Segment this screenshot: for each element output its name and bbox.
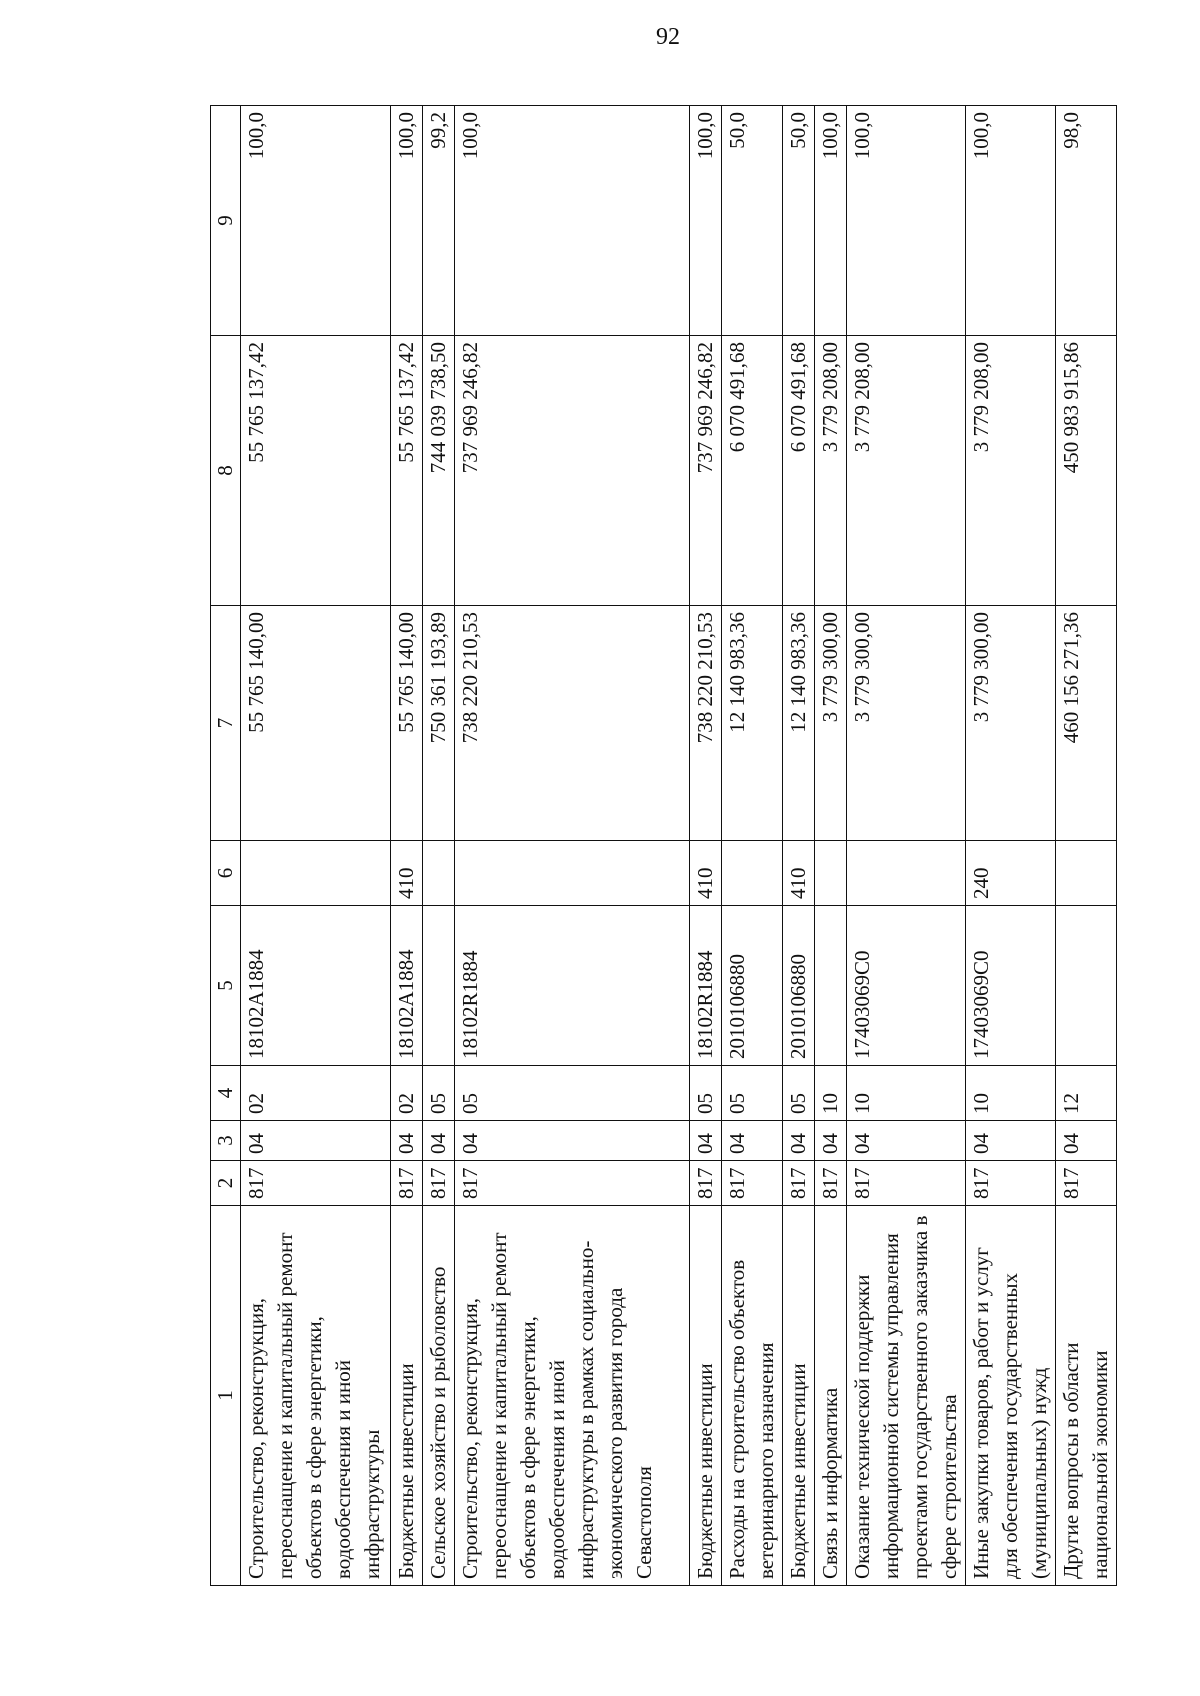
column-header-6: 6 <box>211 841 241 906</box>
cell-col-4: 05 <box>783 1066 815 1121</box>
cell-col-2: 817 <box>391 1161 423 1206</box>
cell-col-2: 817 <box>1056 1161 1117 1206</box>
cell-col-7: 750 361 193,89 <box>423 606 455 841</box>
cell-col-1: Оказание технической поддержки информационной системы управления проектами государственного заказчика в сфере строительства <box>847 1206 966 1586</box>
cell-col-1: Связь и информатика <box>815 1206 847 1586</box>
cell-col-5: 2010106880 <box>783 906 815 1066</box>
table-row <box>455 106 690 1586</box>
cell-col-7: 3 779 300,00 <box>966 606 1056 841</box>
cell-col-7: 55 765 140,00 <box>391 606 423 841</box>
cell-col-6: 240 <box>966 841 1056 906</box>
cell-col-3: 04 <box>847 1121 966 1161</box>
header-row <box>211 106 241 1586</box>
cell-col-5 <box>1056 906 1117 1066</box>
cell-col-3: 04 <box>690 1121 722 1161</box>
cell-col-1: Строительство, реконструкция, переоснащение и капитальный ремонт объектов в сфере энергетики, водообеспечения и иной инфраструктуры <box>241 1206 391 1586</box>
cell-col-5 <box>815 906 847 1066</box>
cell-col-6 <box>847 841 966 906</box>
cell-col-9: 98,0 <box>1056 106 1117 336</box>
cell-col-6 <box>455 841 690 906</box>
cell-col-2: 817 <box>241 1161 391 1206</box>
cell-col-3: 04 <box>966 1121 1056 1161</box>
cell-col-5 <box>423 906 455 1066</box>
cell-col-4: 05 <box>722 1066 783 1121</box>
cell-col-3: 04 <box>815 1121 847 1161</box>
table-row <box>690 106 722 1586</box>
cell-col-9: 100,0 <box>815 106 847 336</box>
cell-col-7: 55 765 140,00 <box>241 606 391 841</box>
cell-col-2: 817 <box>966 1161 1056 1206</box>
cell-col-9: 50,0 <box>783 106 815 336</box>
cell-col-4: 02 <box>241 1066 391 1121</box>
cell-col-1: Строительство, реконструкция, переоснащение и капитальный ремонт объектов в сфере энергетики, водообеспечения и иной инфраструктуры в рамках социально-экономического развития города Севастополя <box>455 1206 690 1586</box>
cell-col-8: 737 969 246,82 <box>690 336 722 606</box>
cell-col-6 <box>241 841 391 906</box>
cell-col-8: 744 039 738,50 <box>423 336 455 606</box>
cell-col-6 <box>815 841 847 906</box>
cell-col-2: 817 <box>815 1161 847 1206</box>
table-row <box>783 106 815 1586</box>
cell-col-6 <box>722 841 783 906</box>
cell-col-8: 737 969 246,82 <box>455 336 690 606</box>
cell-col-1: Бюджетные инвестиции <box>690 1206 722 1586</box>
cell-col-3: 04 <box>783 1121 815 1161</box>
cell-col-9: 100,0 <box>391 106 423 336</box>
cell-col-6: 410 <box>391 841 423 906</box>
cell-col-3: 04 <box>1056 1121 1117 1161</box>
cell-col-1: Бюджетные инвестиции <box>391 1206 423 1586</box>
cell-col-7: 3 779 300,00 <box>815 606 847 841</box>
cell-col-4: 02 <box>391 1066 423 1121</box>
cell-col-8: 3 779 208,00 <box>815 336 847 606</box>
column-header-4: 4 <box>211 1066 241 1121</box>
cell-col-3: 04 <box>391 1121 423 1161</box>
cell-col-7: 460 156 271,36 <box>1056 606 1117 841</box>
cell-col-9: 100,0 <box>455 106 690 336</box>
column-header-3: 3 <box>211 1121 241 1161</box>
cell-col-3: 04 <box>455 1121 690 1161</box>
cell-col-7: 738 220 210,53 <box>690 606 722 841</box>
cell-col-9: 100,0 <box>847 106 966 336</box>
cell-col-4: 10 <box>815 1066 847 1121</box>
cell-col-5: 17403069C0 <box>966 906 1056 1066</box>
cell-col-7: 738 220 210,53 <box>455 606 690 841</box>
table-row <box>722 106 783 1586</box>
table-row <box>391 106 423 1586</box>
table-row <box>241 106 391 1586</box>
cell-col-4: 12 <box>1056 1066 1117 1121</box>
table-row <box>847 106 966 1586</box>
cell-col-9: 50,0 <box>722 106 783 336</box>
column-header-5: 5 <box>211 906 241 1066</box>
column-header-1: 1 <box>211 1206 241 1586</box>
cell-col-2: 817 <box>423 1161 455 1206</box>
cell-col-4: 10 <box>966 1066 1056 1121</box>
cell-col-8: 55 765 137,42 <box>391 336 423 606</box>
cell-col-5: 18102R1884 <box>455 906 690 1066</box>
cell-col-9: 100,0 <box>690 106 722 336</box>
cell-col-6: 410 <box>690 841 722 906</box>
cell-col-6 <box>1056 841 1117 906</box>
cell-col-3: 04 <box>241 1121 391 1161</box>
cell-col-2: 817 <box>847 1161 966 1206</box>
cell-col-8: 3 779 208,00 <box>966 336 1056 606</box>
cell-col-1: Сельское хозяйство и рыболовство <box>423 1206 455 1586</box>
table-row <box>423 106 455 1586</box>
cell-col-7: 12 140 983,36 <box>722 606 783 841</box>
cell-col-2: 817 <box>783 1161 815 1206</box>
cell-col-3: 04 <box>423 1121 455 1161</box>
cell-col-5: 18102A1884 <box>391 906 423 1066</box>
cell-col-9: 100,0 <box>241 106 391 336</box>
cell-col-1: Другие вопросы в области национальной экономики <box>1056 1206 1117 1586</box>
cell-col-8: 6 070 491,68 <box>722 336 783 606</box>
cell-col-4: 05 <box>423 1066 455 1121</box>
cell-col-8: 3 779 208,00 <box>847 336 966 606</box>
cell-col-9: 99,2 <box>423 106 455 336</box>
table-row <box>966 106 1056 1586</box>
cell-col-5: 2010106880 <box>722 906 783 1066</box>
cell-col-7: 3 779 300,00 <box>847 606 966 841</box>
column-header-9: 9 <box>211 106 241 336</box>
column-header-2: 2 <box>211 1161 241 1206</box>
cell-col-8: 55 765 137,42 <box>241 336 391 606</box>
table-rotated-wrapper <box>210 106 1112 1586</box>
cell-col-6 <box>423 841 455 906</box>
cell-col-1: Расходы на строительство объектов ветеринарного назначения <box>722 1206 783 1586</box>
cell-col-5: 18102R1884 <box>690 906 722 1066</box>
cell-col-2: 817 <box>722 1161 783 1206</box>
table-row <box>815 106 847 1586</box>
cell-col-6: 410 <box>783 841 815 906</box>
cell-col-4: 05 <box>455 1066 690 1121</box>
cell-col-4: 05 <box>690 1066 722 1121</box>
cell-col-1: Бюджетные инвестиции <box>783 1206 815 1586</box>
cell-col-5: 17403069C0 <box>847 906 966 1066</box>
table-body <box>241 106 1117 1586</box>
cell-col-2: 817 <box>455 1161 690 1206</box>
cell-col-9: 100,0 <box>966 106 1056 336</box>
column-header-7: 7 <box>211 606 241 841</box>
budget-table <box>210 105 1117 1586</box>
cell-col-2: 817 <box>690 1161 722 1206</box>
page-number: 92 <box>656 24 680 50</box>
table-row <box>1056 106 1117 1586</box>
cell-col-1: Иные закупки товаров, работ и услуг для обеспечения государственных (муниципальных) нужд <box>966 1206 1056 1586</box>
column-header-8: 8 <box>211 336 241 606</box>
cell-col-4: 10 <box>847 1066 966 1121</box>
cell-col-8: 6 070 491,68 <box>783 336 815 606</box>
cell-col-5: 18102A1884 <box>241 906 391 1066</box>
cell-col-8: 450 983 915,86 <box>1056 336 1117 606</box>
cell-col-7: 12 140 983,36 <box>783 606 815 841</box>
cell-col-3: 04 <box>722 1121 783 1161</box>
